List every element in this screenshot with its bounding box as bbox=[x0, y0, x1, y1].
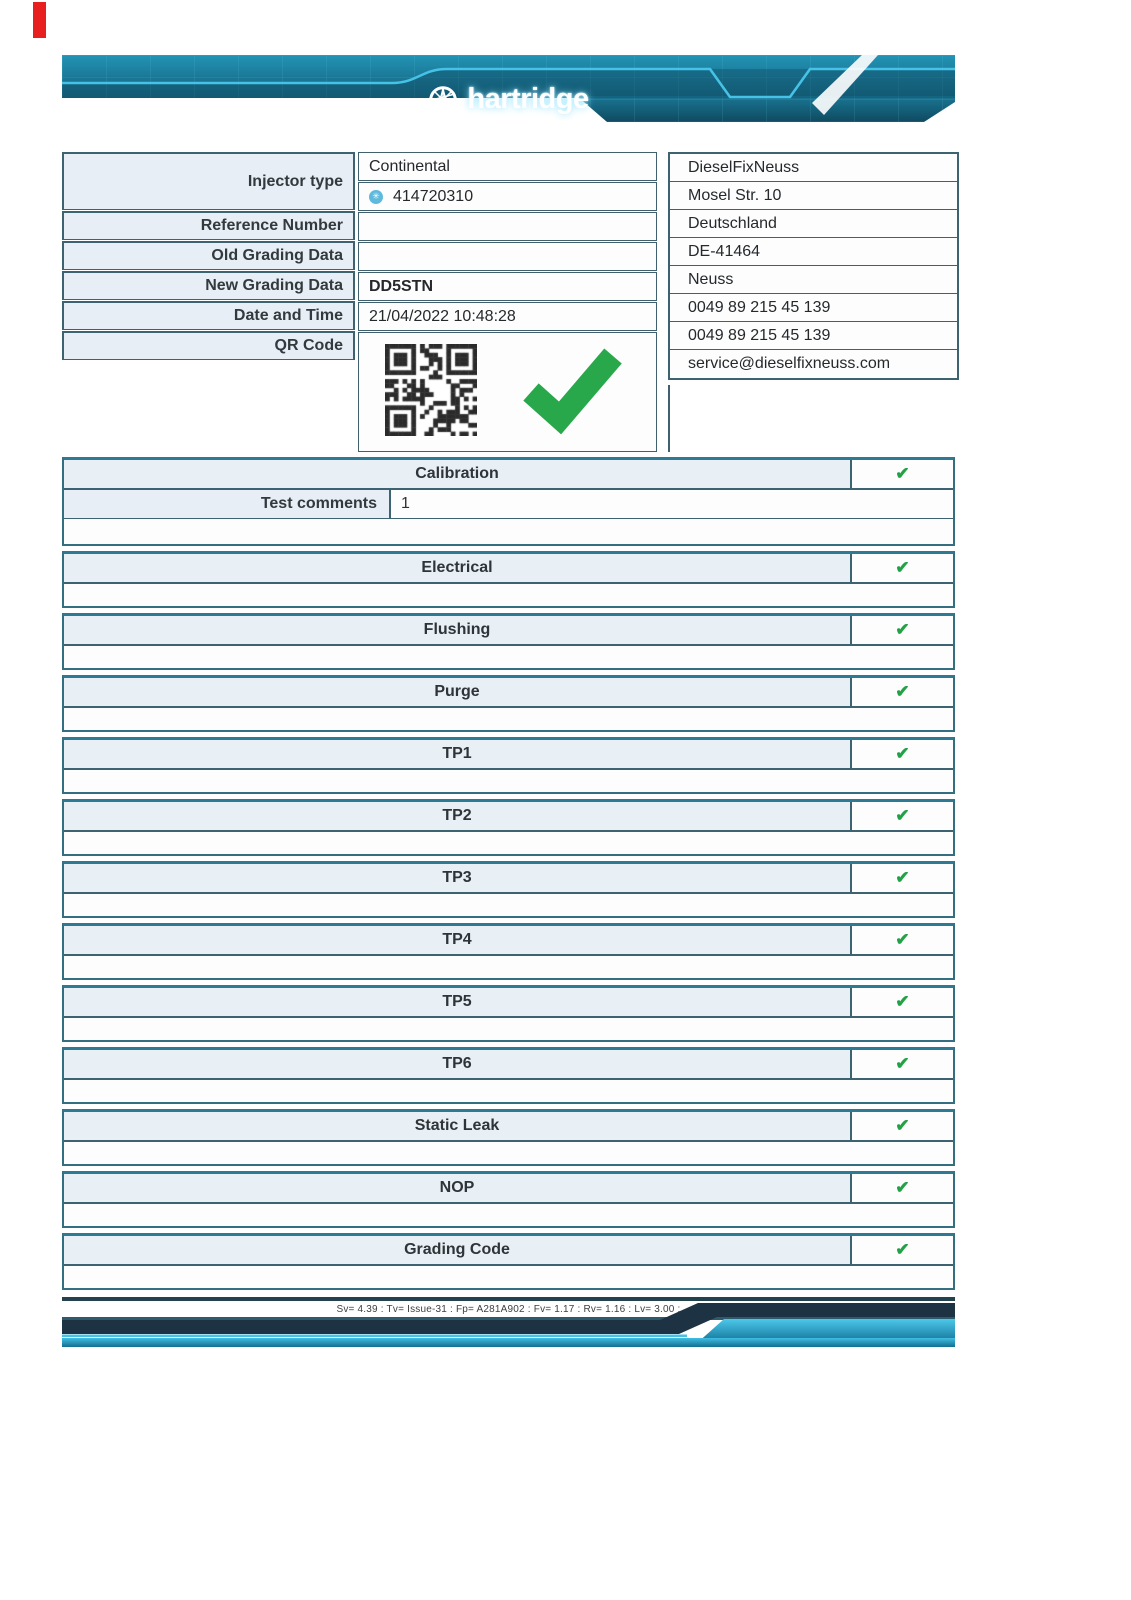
pass-check-icon: ✔ bbox=[895, 1178, 910, 1197]
section-tp6 bbox=[62, 1047, 955, 1104]
spacer-row bbox=[64, 646, 953, 668]
spacer-row bbox=[64, 1142, 953, 1164]
status-cell bbox=[850, 460, 953, 488]
report-pass-check-icon bbox=[517, 343, 627, 443]
pass-check-icon: ✔ bbox=[895, 930, 910, 949]
footer-banner bbox=[62, 1298, 955, 1350]
customer-email: service@dieselfixneuss.com bbox=[688, 355, 891, 372]
new-grading-value: DD5STN bbox=[358, 272, 657, 301]
section-purge bbox=[62, 675, 955, 732]
pass-check-icon: ✔ bbox=[895, 868, 910, 887]
spacer-row bbox=[64, 584, 953, 606]
spacer-row bbox=[64, 956, 953, 978]
header-banner bbox=[62, 55, 955, 123]
customer-fax: 0049 89 215 45 139 bbox=[670, 322, 957, 350]
customer-address-table bbox=[668, 152, 959, 380]
section-electrical bbox=[62, 551, 955, 608]
section-title: Purge bbox=[64, 678, 850, 706]
injector-serial-value: 414720310 bbox=[393, 187, 474, 205]
section-calibration bbox=[62, 457, 955, 546]
section-tp4 bbox=[62, 923, 955, 980]
spacer-row bbox=[64, 708, 953, 730]
section-tp5 bbox=[62, 985, 955, 1042]
status-cell bbox=[850, 926, 953, 954]
injector-type-label: Injector type bbox=[62, 152, 355, 210]
test-comments-label: Test comments bbox=[64, 490, 391, 518]
spacer-row bbox=[64, 1080, 953, 1102]
status-cell bbox=[850, 988, 953, 1016]
footer-banner-graphic bbox=[62, 1298, 955, 1350]
version-line: Sv= 4.39 : Tv= Issue-31 : Fp= A281A902 : Fv= 1.17 : Rv= 1.16 : Lv= 3.00 : bbox=[336, 1303, 681, 1315]
section-title: Flushing bbox=[64, 616, 850, 644]
section-title: Electrical bbox=[64, 554, 850, 582]
spacer-row bbox=[64, 894, 953, 916]
section-title: NOP bbox=[64, 1174, 850, 1202]
spacer-row bbox=[64, 519, 953, 544]
customer-postcode: DE-41464 bbox=[670, 238, 957, 266]
status-cell bbox=[850, 1236, 953, 1264]
section-title: TP2 bbox=[64, 802, 850, 830]
pass-check-icon: ✔ bbox=[895, 992, 910, 1011]
info-label-column bbox=[62, 152, 355, 361]
test-comments-value: 1 bbox=[401, 495, 410, 512]
section-title: TP6 bbox=[64, 1050, 850, 1078]
pass-check-icon: ✔ bbox=[895, 744, 910, 763]
injector-type-value: Continental bbox=[358, 152, 657, 181]
serial-wheel-icon: ✳ bbox=[369, 190, 383, 204]
section-grading-code bbox=[62, 1233, 955, 1290]
injector-info-table bbox=[62, 152, 955, 452]
pass-check-icon: ✔ bbox=[895, 1054, 910, 1073]
status-cell bbox=[850, 1174, 953, 1202]
pass-check-icon: ✔ bbox=[895, 682, 910, 701]
status-cell bbox=[850, 802, 953, 830]
section-title: TP4 bbox=[64, 926, 850, 954]
spacer-row bbox=[64, 1266, 953, 1288]
date-time-value: 21/04/2022 10:48:28 bbox=[358, 302, 657, 331]
brand-name: hartridge bbox=[467, 83, 589, 115]
banner-graphic bbox=[62, 55, 955, 123]
status-cell bbox=[850, 554, 953, 582]
section-tp2 bbox=[62, 799, 955, 856]
injector-serial-row bbox=[358, 182, 657, 211]
section-title: Static Leak bbox=[64, 1112, 850, 1140]
status-cell bbox=[850, 864, 953, 892]
customer-city: Neuss bbox=[670, 266, 957, 294]
status-cell bbox=[850, 740, 953, 768]
reference-number-label: Reference Number bbox=[62, 211, 355, 240]
pass-check-icon: ✔ bbox=[895, 620, 910, 639]
section-tp3 bbox=[62, 861, 955, 918]
section-title: TP5 bbox=[64, 988, 850, 1016]
status-cell bbox=[850, 1112, 953, 1140]
status-cell bbox=[850, 1050, 953, 1078]
old-grading-label: Old Grading Data bbox=[62, 241, 355, 270]
section-tp1 bbox=[62, 737, 955, 794]
pass-check-icon: ✔ bbox=[895, 1240, 910, 1259]
customer-street: Mosel Str. 10 bbox=[670, 182, 957, 210]
section-title: TP1 bbox=[64, 740, 850, 768]
customer-country: Deutschland bbox=[670, 210, 957, 238]
spacer-row bbox=[64, 832, 953, 854]
old-grading-value bbox=[358, 242, 657, 271]
spacer-row bbox=[64, 1018, 953, 1040]
customer-phone: 0049 89 215 45 139 bbox=[670, 294, 957, 322]
reference-number-value bbox=[358, 212, 657, 241]
column-divider bbox=[668, 385, 670, 452]
spacer-row bbox=[64, 770, 953, 792]
status-cell bbox=[850, 616, 953, 644]
qr-code-label: QR Code bbox=[62, 331, 355, 360]
customer-name: DieselFixNeuss bbox=[670, 154, 957, 182]
section-flushing bbox=[62, 613, 955, 670]
date-time-label: Date and Time bbox=[62, 301, 355, 330]
pass-check-icon: ✔ bbox=[895, 1116, 910, 1135]
qr-code bbox=[385, 344, 477, 436]
section-title: Grading Code bbox=[64, 1236, 850, 1264]
pass-check-icon: ✔ bbox=[895, 464, 910, 483]
status-cell bbox=[850, 678, 953, 706]
section-title: TP3 bbox=[64, 864, 850, 892]
section-title: Calibration bbox=[64, 460, 850, 488]
red-scan-mark bbox=[33, 2, 46, 38]
test-comments-row bbox=[64, 490, 953, 519]
section-nop bbox=[62, 1171, 955, 1228]
info-value-column bbox=[358, 152, 657, 452]
pass-check-icon: ✔ bbox=[895, 806, 910, 825]
pass-check-icon: ✔ bbox=[895, 558, 910, 577]
section-static-leak bbox=[62, 1109, 955, 1166]
test-results bbox=[62, 457, 955, 1320]
spacer-row bbox=[64, 1204, 953, 1226]
qr-code-cell bbox=[358, 332, 657, 452]
new-grading-label: New Grading Data bbox=[62, 271, 355, 300]
